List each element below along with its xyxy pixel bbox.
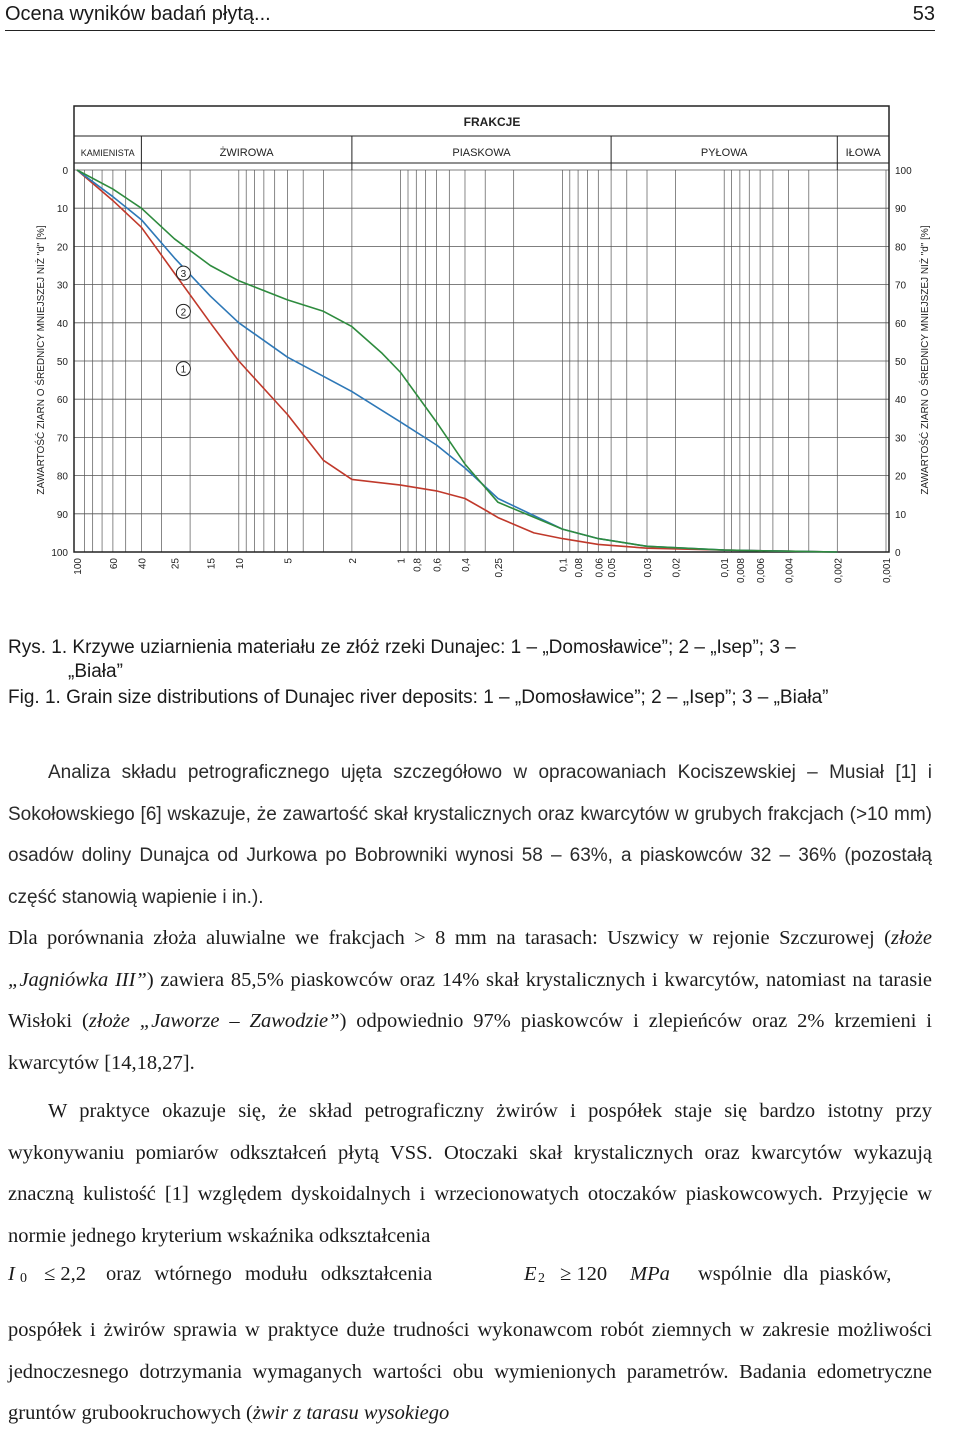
y-right-tick-label: 20 [895,471,907,483]
x-tick-label: 60 [108,558,120,570]
math-i0-symbol: I [8,1263,15,1285]
page-number: 53 [912,3,935,25]
figure-caption-en: Fig. 1. Grain size distributions of Dunajec river deposits: 1 – „Domosławice”; 2 – „Isep”; 3 – „Biała” [8,687,829,708]
fraction-label: KAMIENISTA [80,148,135,158]
y-right-tick-label: 80 [895,242,907,254]
y-left-tick-label: 40 [56,318,68,330]
paragraph-2 [8,1091,932,1257]
x-tick-label: 0,1 [558,558,570,572]
x-tick-label: 5 [283,558,295,564]
x-tick-label: 40 [137,558,149,570]
fraction-label: PIASKOWA [452,147,511,159]
fraction-labels [81,136,882,170]
x-tick-label: 0,03 [643,558,655,578]
x-tick-label: 2 [347,558,359,564]
figure-caption-pl [8,636,932,684]
paragraph-1-continued [8,918,932,1084]
y-axis-label-left: ZAWARTOŚĆ ZIARN O ŚREDNICY MNIEJSZEJ NIŻ "d" [%] [36,225,47,495]
paragraph-3-text: pospółek i żwirów sprawia w praktyce duże trudności wykonawcom robót ziemnych w zakresie możliwości jednoczesnego dotrzymania wymaganych wartości obu wymienionych parametrów. Badania edometryczne gruntów grubookruchowych ( [8,1319,932,1424]
math-e2-symbol: E [524,1263,537,1285]
caption-pl-line1: Rys. 1. Krzywe uziarnienia materiału ze złóż rzeki Dunajec: 1 – „Domosławice”; 2 – „Isep”; 3 – [8,637,796,658]
math-unit: MPa [630,1263,670,1285]
chart-grid [74,170,889,552]
y-right-tick-label: 30 [895,433,907,445]
running-title: Ocena wyników badań płytą... [5,3,271,25]
x-tick-label: 0,4 [460,558,472,572]
x-tick-label: 25 [170,558,182,570]
y-left-tick-label: 30 [56,280,68,292]
p1b-text-c: ) odpowiednio 97% piaskowców i zlepieńców oraz 2% krzemieni i kwarcytów [14,18,27]. [8,1010,932,1074]
x-tick-label: 0,6 [432,558,444,572]
x-tick-label: 0,01 [720,558,732,578]
y-right-tick-label: 0 [895,548,901,559]
x-tick-label: 0,25 [494,558,506,578]
y-left-tick-label: 20 [56,242,68,254]
series-marker-label: 1 [180,364,187,376]
paragraph-3 [8,1310,932,1435]
math-i0-subscript: 0 [20,1271,27,1286]
y-left-ticks [51,166,68,559]
series-marker-label: 2 [180,307,187,319]
y-left-tick-label: 0 [62,166,68,177]
y-right-tick-label: 60 [895,318,907,330]
x-tick-label: 0,05 [607,558,619,578]
paragraph-3-emphasis: żwir z tarasu wysokiego [252,1402,450,1424]
x-tick-label: 0,02 [671,558,683,578]
x-tick-label: 0,006 [756,558,768,584]
fraction-label: ŻWIROWA [219,147,274,159]
y-right-ticks [895,166,912,559]
y-right-tick-label: 90 [895,204,907,216]
math-oraz-text: oraz wtórnego modułu odkształcenia [106,1263,433,1285]
plot-frame [74,106,889,552]
y-left-tick-label: 80 [56,471,68,483]
y-left-tick-label: 100 [51,548,68,559]
y-left-tick-label: 10 [56,204,68,216]
y-right-tick-label: 50 [895,357,907,368]
running-header [5,0,935,31]
x-tick-label: 0,08 [574,558,586,578]
deposit-name-jaworze: złoże „Jaworze – Zawodzie” [88,1010,340,1032]
y-left-tick-label: 90 [56,509,68,521]
grain-size-chart [30,100,945,605]
math-tail-text: wspólnie dla piasków, [698,1263,892,1285]
x-tick-label: 15 [206,558,218,570]
p1b-text-a: Dla porównania złoża aluwialne we frakcjach > 8 mm na tarasach: Uszwicy w rejonie Szczurowej ( [8,927,891,949]
y-left-tick-label: 50 [56,357,68,368]
p1b-text-b: ) zawiera 85,5% piaskowców oraz 14% skał krystalicznych i kwarcytów, natomiast na tarasie Wisłoki ( [8,968,932,1032]
y-right-tick-label: 10 [895,509,907,521]
x-tick-label: 0,004 [784,558,796,584]
fraction-label: IŁOWA [845,147,881,159]
deposit-name-jagniowka: złoże „Jagniówka III” [8,927,932,991]
paragraph-2-text: W praktyce okazuje się, że skład petrograficzny żwirów i pospółek staje się bardzo istotny przy wykonywaniu pomiarów odkształceń płytą VSS. Otoczaki skał krystalicznych oraz kwarcytów wykazują znaczną kulistość [1] względem dyskoidalnych i wrzecionowatych otoczaków piaskowcowych. Przyjęcie w normie jednego kryterium wskaźnika odkształcenia [8,1100,932,1247]
y-right-tick-label: 70 [895,280,907,292]
x-tick-label: 0,001 [882,558,893,584]
y-left-tick-label: 60 [56,395,68,407]
series-markers [176,266,190,376]
x-tick-label: 0,8 [412,558,424,572]
math-e2-relation: ≥ 120 [560,1263,608,1285]
x-tick-labels [73,558,893,583]
chart-title: FRAKCJE [463,115,521,129]
x-tick-label: 10 [234,558,246,570]
x-tick-label: 0,06 [594,558,606,578]
y-axis-label-right: ZAWARTOŚĆ ZIARN O ŚREDNICY MNIEJSZEJ NIŻ "d" [%] [920,225,931,495]
paragraph-1-text: Analiza składu petrograficznego ujęta szczegółowo w opracowaniach Kociszewskiej – Musiał [1] i Sokołowskiego [6] wskazuje, że zawartość skał krystalicznych oraz kwarcytów w grubych frakcjach (>10 mm) osadów doliny Dunajca od Jurkowa po Bobrowniki wynosi 58 – 63%, a piaskowców 32 – 36% (pozostałą część stanowią wapienie i in.). [8,762,932,908]
y-left-tick-label: 70 [56,433,68,445]
paragraph-1 [8,752,932,918]
x-tick-label: 0,002 [833,558,845,584]
math-e2-subscript: 2 [538,1271,545,1286]
caption-pl-line2: „Biała” [68,661,123,682]
y-right-tick-label: 100 [895,166,912,177]
x-tick-label: 1 [396,558,408,564]
series-marker-label: 3 [180,269,187,281]
x-tick-label: 100 [73,558,84,575]
fraction-label: PYŁOWA [700,147,748,159]
math-i0-relation: ≤ 2,2 [44,1263,87,1285]
x-tick-label: 0,008 [735,558,747,584]
y-right-tick-label: 40 [895,395,907,407]
